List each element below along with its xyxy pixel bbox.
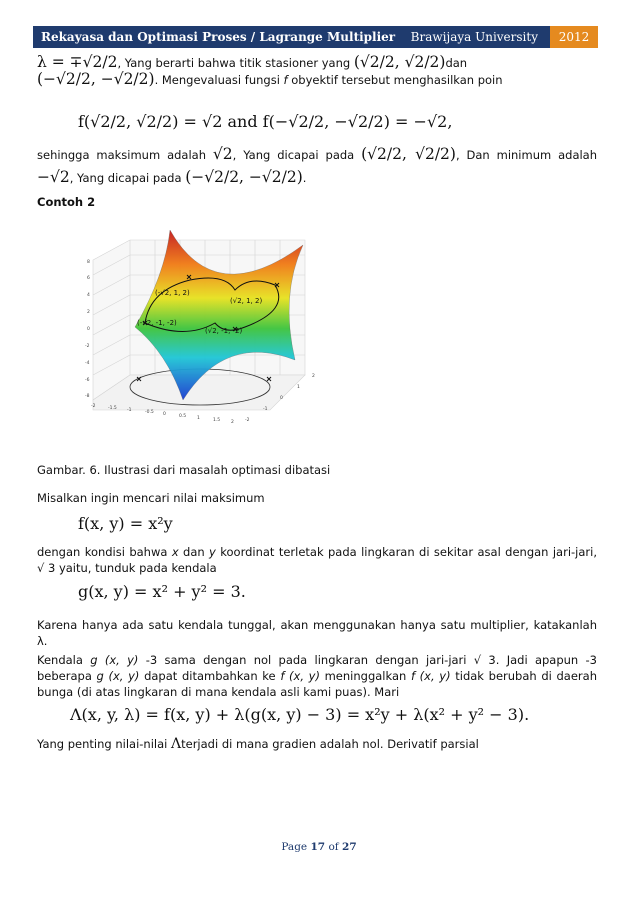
y-tick: -2 bbox=[245, 418, 250, 423]
equation-constraint: g(x, y) = x² + y² = 3. bbox=[78, 582, 246, 601]
point-positive: (√2/2, √2/2) bbox=[353, 53, 446, 71]
text: tidak berubah di daerah bunga (di atas lingkaran di mana kendala asli kami puas). Mari bbox=[37, 669, 597, 699]
z-tick: 4 bbox=[87, 293, 90, 298]
label-point-3: (-√2, -1, -2) bbox=[137, 319, 177, 327]
min-point: (−√2/2, −√2/2) bbox=[185, 168, 303, 186]
paragraph-constraint bbox=[37, 544, 597, 576]
point-negative: (−√2/2, −√2/2) bbox=[37, 70, 155, 88]
text: . bbox=[302, 171, 307, 185]
z-tick: -6 bbox=[85, 378, 90, 383]
footer-page-label: Page bbox=[281, 841, 308, 853]
max-value: √2 bbox=[212, 145, 233, 163]
label-point-2: (√2, 1, 2) bbox=[230, 297, 263, 305]
x-tick: 0 bbox=[163, 412, 166, 417]
paragraph-stationary-points bbox=[37, 54, 597, 88]
example-heading: Contoh 2 bbox=[37, 195, 96, 209]
z-tick: 2 bbox=[87, 310, 90, 315]
label-point-4: (√2, -1, -2) bbox=[205, 327, 243, 335]
text: dengan kondisi bahwa bbox=[37, 545, 172, 559]
text: terjadi di mana gradien adalah nol. Derivatif parsial bbox=[181, 737, 479, 751]
x-tick: -0.5 bbox=[145, 410, 154, 415]
footer-of: of bbox=[328, 841, 339, 853]
text: , Dan minimum adalah bbox=[455, 148, 598, 162]
equation-objective: f(x, y) = x²y bbox=[78, 514, 173, 533]
equation-evaluation: f(√2/2, √2/2) = √2 and f(−√2/2, −√2/2) = −√2, bbox=[78, 112, 453, 131]
lagrangian-symbol: Λ bbox=[171, 736, 182, 752]
text: sehingga maksimum adalah bbox=[37, 148, 207, 162]
header-year: 2012 bbox=[550, 26, 598, 48]
figure-caption: Gambar. 6. Ilustrasi dari masalah optimasi dibatasi bbox=[37, 463, 331, 477]
text: Yang penting nilai-nilai bbox=[37, 737, 171, 751]
text: . Mengevaluasi fungsi bbox=[154, 73, 284, 87]
text: meninggalkan bbox=[319, 669, 411, 683]
header-bar bbox=[33, 26, 550, 48]
y-tick: 2 bbox=[312, 374, 315, 379]
z-tick: 8 bbox=[87, 260, 90, 265]
text: , Yang dicapai pada bbox=[69, 171, 182, 185]
text: dapat ditambahkan ke bbox=[139, 669, 281, 683]
f-symbol: f bbox=[283, 73, 288, 87]
y-tick: -1 bbox=[263, 407, 268, 412]
y-tick: 1 bbox=[297, 385, 300, 390]
x-symbol: x bbox=[171, 545, 179, 559]
z-tick: 0 bbox=[87, 327, 90, 332]
text: dan bbox=[445, 56, 468, 70]
text: koordinat terletak pada lingkaran di sekitar asal dengan jari-jari, √ 3 yaitu, tunduk pada kendala bbox=[37, 545, 598, 575]
x-tick: 1 bbox=[197, 416, 200, 421]
g-expression: g (x, y) bbox=[96, 669, 140, 683]
x-tick: -2 bbox=[91, 404, 96, 409]
paragraph-maximize: Misalkan ingin mencari nilai maksimum bbox=[37, 491, 265, 505]
header-title: Rekayasa dan Optimasi Proses / Lagrange Multiplier bbox=[41, 30, 396, 44]
paragraph-gradient bbox=[37, 736, 597, 752]
x-tick: 0.5 bbox=[179, 414, 187, 419]
y-tick: 0 bbox=[280, 396, 283, 401]
x-tick: -1.5 bbox=[108, 406, 117, 411]
header-university: Brawijaya University bbox=[410, 30, 538, 44]
paragraph-constraint-zero bbox=[37, 652, 597, 700]
page-footer bbox=[0, 841, 638, 853]
z-axis-ticks bbox=[85, 259, 90, 399]
y-symbol: y bbox=[209, 545, 216, 559]
text: Kendala bbox=[37, 653, 91, 667]
text: -3 sama dengan nol pada lingkaran dengan jari-jari √ 3. Jadi apapun -3 beberapa bbox=[37, 653, 597, 683]
paragraph-single-multiplier: Karena hanya ada satu kendala tunggal, akan menggunakan hanya satu multiplier, katakanlah λ. bbox=[37, 618, 597, 648]
footer-page-number: 17 bbox=[310, 841, 326, 853]
text: obyektif tersebut menghasilkan poin bbox=[287, 73, 503, 87]
z-tick: -4 bbox=[85, 361, 90, 366]
z-tick: -8 bbox=[85, 394, 90, 399]
text: , Yang berarti bahwa titik stasioner yang bbox=[117, 56, 351, 70]
min-value: −√2 bbox=[37, 168, 70, 186]
label-point-1: (-√2, 1, 2) bbox=[155, 289, 190, 297]
equation-lagrangian: Λ(x, y, λ) = f(x, y) + λ(g(x, y) − 3) = x²y + λ(x² + y² − 3). bbox=[70, 705, 530, 724]
z-tick: 6 bbox=[87, 276, 90, 281]
lambda-value: λ = ∓√2/2 bbox=[37, 53, 118, 71]
x-tick: 1.5 bbox=[213, 418, 221, 423]
g-expression: g (x, y) bbox=[90, 653, 139, 667]
page-header bbox=[33, 26, 598, 48]
x-tick: -1 bbox=[127, 408, 132, 413]
text: , Yang dicapai pada bbox=[232, 148, 355, 162]
paragraph-max-min bbox=[37, 143, 597, 189]
max-point: (√2/2, √2/2) bbox=[361, 145, 456, 163]
f-expression: f (x, y) bbox=[280, 669, 320, 683]
text: dan bbox=[178, 545, 210, 559]
x-tick: 2 bbox=[231, 420, 234, 425]
z-tick: -2 bbox=[85, 344, 90, 349]
f-expression: f (x, y) bbox=[410, 669, 451, 683]
footer-total-pages: 27 bbox=[342, 841, 357, 853]
saddle-surface-figure bbox=[75, 215, 320, 430]
